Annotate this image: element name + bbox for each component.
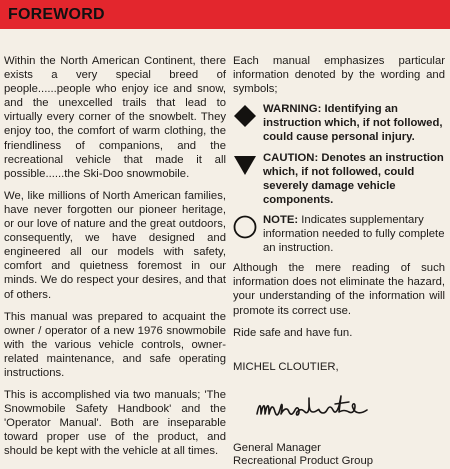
warning-text bbox=[263, 102, 445, 144]
signer-title-line1: General Manager bbox=[233, 441, 321, 454]
note-body: Indicates supplementary information needed to fully complete an instruction. bbox=[263, 213, 445, 255]
warning-notice bbox=[233, 102, 445, 144]
caution-text bbox=[263, 151, 445, 207]
paragraph-heritage: We, like millions of North American families, have never forgotten our pioneer heritage, or our love of nature and the great outdoors, consequently, we have designed and engineered all our models with safety, comfort and quietness foremost in our minds. We do respect your desires, and that of others. bbox=[4, 189, 226, 301]
note-label: NOTE: bbox=[263, 213, 299, 226]
signature-image bbox=[251, 392, 381, 426]
sign-off: Ride safe and have fun. bbox=[233, 326, 353, 339]
paragraph-manuals: This is accomplished via two manuals; 'The Snowmobile Safety Handbook' and the 'Operator Manual'. Both are inseparable toward proper use of the product, and should be kept with the vehicle at all times. bbox=[4, 389, 226, 458]
note-text bbox=[263, 213, 445, 255]
caution-label: CAUTION: bbox=[263, 151, 319, 164]
signer-name: MICHEL CLOUTIER, bbox=[233, 360, 339, 373]
warning-label: WARNING: bbox=[263, 103, 322, 116]
left-column bbox=[4, 54, 226, 467]
closing-paragraph: Although the mere reading of such information does not eliminate the hazard, your understanding of the information will promote its correct use. bbox=[233, 262, 445, 317]
signer-title-line2: Recreational Product Group bbox=[233, 455, 374, 468]
paragraph-intro: Within the North American Continent, there exists a very special breed of people......people who enjoy ice and snow, and the unexcelled trails that lead to virtually every corner of the snowbelt. They enjoy too, the comfort of warm clothing, the friendliness of companions, and the recreational vehicle that made it all possible......the Ski-Doo snowmobile. bbox=[4, 55, 226, 180]
header-bar bbox=[0, 0, 450, 29]
symbols-intro: Each manual emphasizes particular information denoted by the wording and symbols; bbox=[233, 55, 445, 96]
caution-notice bbox=[233, 151, 445, 207]
paragraph-purpose: This manual was prepared to acquaint the owner / operator of a new 1976 snowmobile with the various vehicle controls, owner-related maintenance, and safe operating instructions. bbox=[4, 310, 226, 379]
diamond-warning-icon bbox=[233, 104, 257, 128]
signer-title bbox=[233, 442, 445, 469]
page-title: FOREWORD bbox=[8, 6, 105, 23]
caution-body: Denotes an instruction which, if not followed, could severely damage vehicle components. bbox=[263, 151, 444, 206]
warning-body: Identifying an instruction which, if not followed, could cause personal injury. bbox=[263, 103, 443, 144]
right-column bbox=[233, 54, 445, 469]
note-notice bbox=[233, 213, 445, 255]
circle-note-icon bbox=[233, 215, 257, 239]
triangle-caution-icon bbox=[233, 153, 257, 177]
